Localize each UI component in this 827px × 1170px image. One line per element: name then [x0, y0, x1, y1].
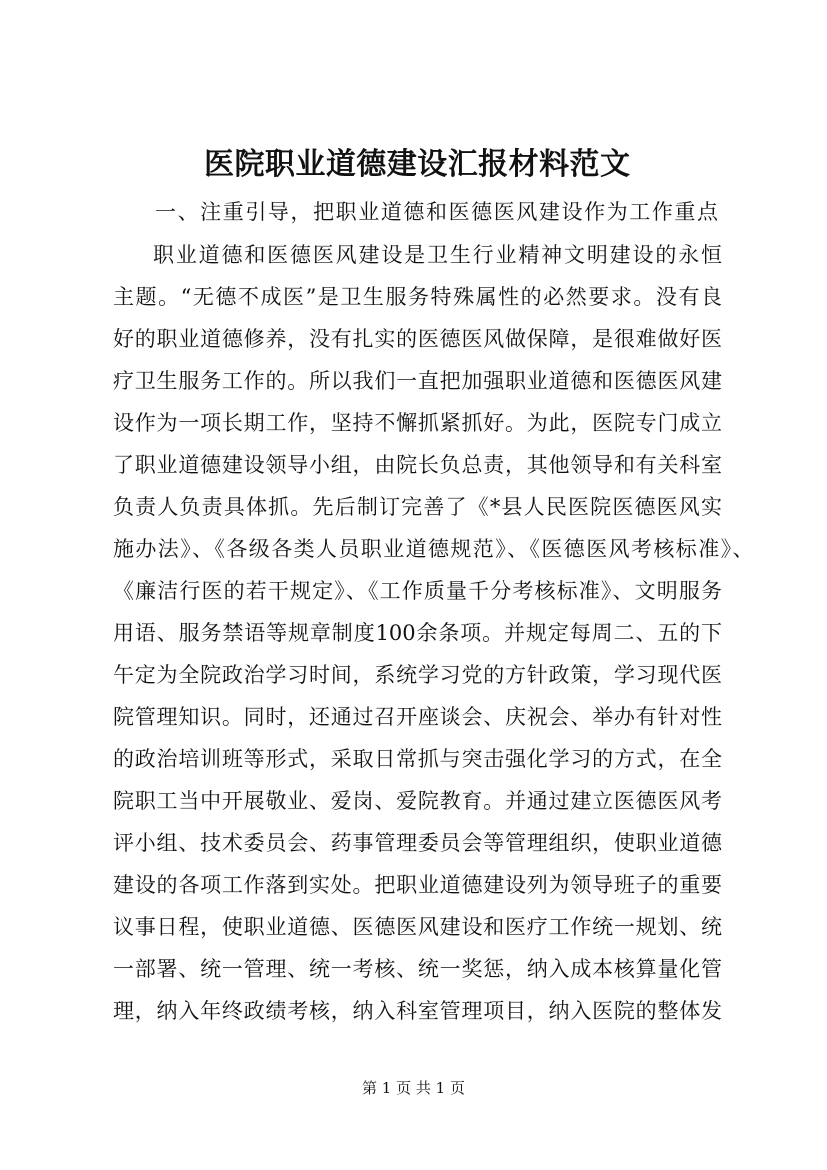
- body-paragraph: [113, 234, 753, 1032]
- document-title: 医院职业道德建设汇报材料范文: [204, 147, 630, 182]
- paragraph-line: 了职业道德建设领导小组，由院长负总责，其他领导和有关科室: [113, 453, 722, 477]
- paragraph-line: 一部署、统一管理、统一考核、统一奖惩，纳入成本核算量化管: [113, 957, 722, 981]
- paragraph-line: 午定为全院政治学习时间，系统学习党的方针政策，学习现代医: [113, 663, 722, 687]
- paragraph-line: 主题。“无德不成医”是卫生服务特殊属性的必然要求。没有良: [113, 285, 722, 309]
- paragraph-line: 用语、服务禁语等规章制度100余条项。并规定每周二、五的下: [113, 621, 722, 645]
- page-footer: 第 1 页 共 1 页: [362, 1079, 465, 1097]
- paragraph-line: 议事日程，使职业道德、医德医风建设和医疗工作统一规划、统: [113, 915, 722, 939]
- paragraph-line: 设作为一项长期工作，坚持不懈抓紧抓好。为此，医院专门成立: [113, 411, 722, 435]
- paragraph-line: 职业道德和医德医风建设是卫生行业精神文明建设的永恒: [153, 243, 722, 267]
- paragraph-line: 评小组、技术委员会、药事管理委员会等管理组织，使职业道德: [113, 831, 722, 855]
- paragraph-line: 好的职业道德修养，没有扎实的医德医风做保障，是很难做好医: [113, 327, 722, 351]
- paragraph-line: 《廉洁行医的若干规定》、《工作质量千分考核标准》、文明服务: [113, 579, 722, 603]
- paragraph-line: 建设的各项工作落到实处。把职业道德建设列为领导班子的重要: [113, 873, 722, 897]
- section-heading: 一、注重引导，把职业道德和医德医风建设作为工作重点: [155, 200, 718, 224]
- paragraph-line: 施办法》、《各级各类人员职业道德规范》、《医德医风考核标准》、: [113, 537, 753, 561]
- paragraph-line: 理，纳入年终政绩考核，纳入科室管理项目，纳入医院的整体发: [113, 999, 722, 1023]
- paragraph-line: 院管理知识。同时，还通过召开座谈会、庆祝会、举办有针对性: [113, 705, 722, 729]
- paragraph-line: 的政治培训班等形式，采取日常抓与突击强化学习的方式，在全: [113, 747, 722, 771]
- paragraph-line: 疗卫生服务工作的。所以我们一直把加强职业道德和医德医风建: [113, 369, 722, 393]
- paragraph-line: 院职工当中开展敬业、爱岗、爱院教育。并通过建立医德医风考: [113, 789, 722, 813]
- paragraph-line: 负责人负责具体抓。先后制订完善了《*县人民医院医德医风实: [113, 495, 722, 519]
